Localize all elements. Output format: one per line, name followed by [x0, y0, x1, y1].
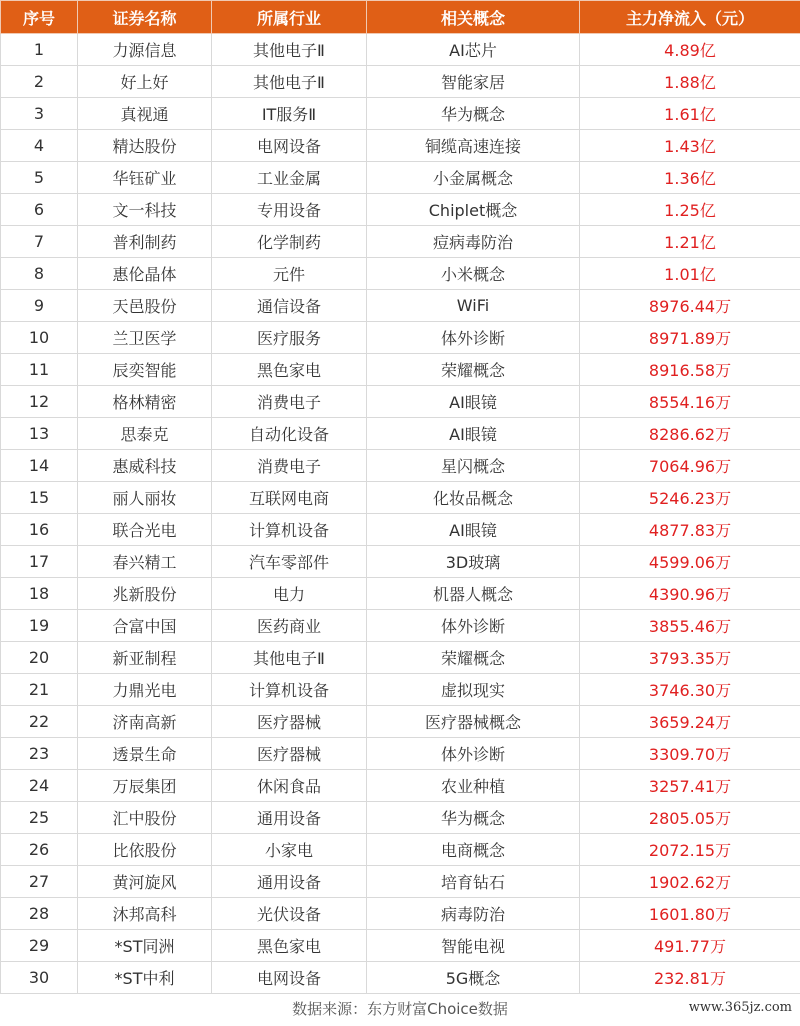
header-flow: 主力净流入（元） — [580, 1, 800, 34]
cell-rank: 24 — [1, 770, 78, 802]
cell-name: 兆新股份 — [78, 578, 212, 610]
cell-name: 天邑股份 — [78, 290, 212, 322]
cell-name: 精达股份 — [78, 130, 212, 162]
cell-flow: 8971.89万 — [580, 322, 800, 354]
cell-rank: 27 — [1, 866, 78, 898]
cell-concept: 电商概念 — [367, 834, 580, 866]
table-row — [1, 930, 800, 962]
cell-concept: 智能家居 — [367, 66, 580, 98]
cell-rank: 9 — [1, 290, 78, 322]
table-row — [1, 34, 800, 66]
cell-rank: 4 — [1, 130, 78, 162]
cell-name: 黄河旋风 — [78, 866, 212, 898]
cell-concept: 小米概念 — [367, 258, 580, 290]
table-row — [1, 194, 800, 226]
header-rank: 序号 — [1, 1, 78, 34]
cell-name: 沐邦高科 — [78, 898, 212, 930]
cell-concept: 荣耀概念 — [367, 642, 580, 674]
cell-name: 思泰克 — [78, 418, 212, 450]
cell-flow: 8554.16万 — [580, 386, 800, 418]
cell-flow: 1.61亿 — [580, 98, 800, 130]
cell-concept: 痘病毒防治 — [367, 226, 580, 258]
cell-industry: 电网设备 — [212, 130, 367, 162]
cell-name: 文一科技 — [78, 194, 212, 226]
cell-rank: 1 — [1, 34, 78, 66]
cell-name: 合富中国 — [78, 610, 212, 642]
cell-name: 辰奕智能 — [78, 354, 212, 386]
cell-flow: 3257.41万 — [580, 770, 800, 802]
cell-rank: 30 — [1, 962, 78, 994]
cell-name: 普利制药 — [78, 226, 212, 258]
cell-rank: 14 — [1, 450, 78, 482]
cell-name: 力源信息 — [78, 34, 212, 66]
cell-name: 惠伦晶体 — [78, 258, 212, 290]
cell-industry: 自动化设备 — [212, 418, 367, 450]
cell-flow: 4.89亿 — [580, 34, 800, 66]
cell-industry: 专用设备 — [212, 194, 367, 226]
cell-industry: 小家电 — [212, 834, 367, 866]
cell-concept: WiFi — [367, 290, 580, 322]
cell-rank: 12 — [1, 386, 78, 418]
cell-concept: 小金属概念 — [367, 162, 580, 194]
cell-concept: 铜缆高速连接 — [367, 130, 580, 162]
cell-concept: 体外诊断 — [367, 610, 580, 642]
cell-name: 华钰矿业 — [78, 162, 212, 194]
table-row — [1, 162, 800, 194]
cell-concept: 体外诊断 — [367, 738, 580, 770]
cell-concept: 虚拟现实 — [367, 674, 580, 706]
table-row — [1, 866, 800, 898]
table-row — [1, 898, 800, 930]
table-row — [1, 770, 800, 802]
cell-concept: 化妆品概念 — [367, 482, 580, 514]
cell-flow: 232.81万 — [580, 962, 800, 994]
table-row — [1, 226, 800, 258]
data-source-note: 数据来源：东方财富Choice数据 — [292, 1000, 508, 1018]
cell-rank: 10 — [1, 322, 78, 354]
cell-concept: Chiplet概念 — [367, 194, 580, 226]
cell-concept: 华为概念 — [367, 98, 580, 130]
cell-industry: 通信设备 — [212, 290, 367, 322]
cell-flow: 7064.96万 — [580, 450, 800, 482]
cell-rank: 23 — [1, 738, 78, 770]
table-row — [1, 258, 800, 290]
cell-flow: 1.01亿 — [580, 258, 800, 290]
cell-concept: 机器人概念 — [367, 578, 580, 610]
cell-industry: 光伏设备 — [212, 898, 367, 930]
cell-concept: 智能电视 — [367, 930, 580, 962]
cell-rank: 13 — [1, 418, 78, 450]
table-row — [1, 66, 800, 98]
table-row — [1, 706, 800, 738]
cell-industry: 通用设备 — [212, 802, 367, 834]
table-row — [1, 418, 800, 450]
cell-name: 比依股份 — [78, 834, 212, 866]
cell-name: 丽人丽妆 — [78, 482, 212, 514]
header-industry: 所属行业 — [212, 1, 367, 34]
cell-industry: 医疗器械 — [212, 706, 367, 738]
cell-rank: 29 — [1, 930, 78, 962]
cell-industry: 工业金属 — [212, 162, 367, 194]
table-row — [1, 386, 800, 418]
cell-concept: 荣耀概念 — [367, 354, 580, 386]
table-row — [1, 802, 800, 834]
table-row — [1, 98, 800, 130]
table-row — [1, 834, 800, 866]
cell-name: 济南高新 — [78, 706, 212, 738]
cell-concept: 5G概念 — [367, 962, 580, 994]
table-row — [1, 642, 800, 674]
cell-name: 力鼎光电 — [78, 674, 212, 706]
cell-rank: 21 — [1, 674, 78, 706]
cell-flow: 1.25亿 — [580, 194, 800, 226]
cell-flow: 491.77万 — [580, 930, 800, 962]
table-body — [1, 34, 800, 994]
cell-flow: 3746.30万 — [580, 674, 800, 706]
cell-concept: 星闪概念 — [367, 450, 580, 482]
cell-flow: 1.88亿 — [580, 66, 800, 98]
cell-flow: 3793.35万 — [580, 642, 800, 674]
cell-industry: 其他电子Ⅱ — [212, 66, 367, 98]
cell-concept: 3D玻璃 — [367, 546, 580, 578]
cell-industry: 黑色家电 — [212, 354, 367, 386]
table-row — [1, 322, 800, 354]
cell-rank: 26 — [1, 834, 78, 866]
cell-rank: 16 — [1, 514, 78, 546]
cell-concept: AI芯片 — [367, 34, 580, 66]
cell-industry: 其他电子Ⅱ — [212, 642, 367, 674]
cell-flow: 3855.46万 — [580, 610, 800, 642]
cell-name: 春兴精工 — [78, 546, 212, 578]
cell-name: 万辰集团 — [78, 770, 212, 802]
cell-flow: 1.21亿 — [580, 226, 800, 258]
cell-flow: 3309.70万 — [580, 738, 800, 770]
cell-concept: AI眼镜 — [367, 386, 580, 418]
cell-flow: 1902.62万 — [580, 866, 800, 898]
cell-industry: 医疗器械 — [212, 738, 367, 770]
cell-industry: 通用设备 — [212, 866, 367, 898]
cell-concept: AI眼镜 — [367, 418, 580, 450]
table-header-row — [1, 1, 800, 34]
table-row — [1, 738, 800, 770]
cell-flow: 1.36亿 — [580, 162, 800, 194]
cell-rank: 22 — [1, 706, 78, 738]
cell-industry: 计算机设备 — [212, 514, 367, 546]
cell-rank: 15 — [1, 482, 78, 514]
cell-name: 汇中股份 — [78, 802, 212, 834]
table-row — [1, 130, 800, 162]
cell-flow: 8286.62万 — [580, 418, 800, 450]
cell-name: 惠威科技 — [78, 450, 212, 482]
cell-name: 联合光电 — [78, 514, 212, 546]
cell-flow: 8976.44万 — [580, 290, 800, 322]
cell-name: 真视通 — [78, 98, 212, 130]
cell-rank: 8 — [1, 258, 78, 290]
cell-concept: 体外诊断 — [367, 322, 580, 354]
cell-rank: 19 — [1, 610, 78, 642]
cell-industry: 黑色家电 — [212, 930, 367, 962]
cell-rank: 2 — [1, 66, 78, 98]
table-row — [1, 354, 800, 386]
cell-industry: 元件 — [212, 258, 367, 290]
header-name: 证券名称 — [78, 1, 212, 34]
cell-concept: 病毒防治 — [367, 898, 580, 930]
cell-flow: 8916.58万 — [580, 354, 800, 386]
cell-industry: 医药商业 — [212, 610, 367, 642]
table-row — [1, 674, 800, 706]
table-row — [1, 546, 800, 578]
cell-industry: IT服务Ⅱ — [212, 98, 367, 130]
cell-flow: 5246.23万 — [580, 482, 800, 514]
cell-concept: 农业种植 — [367, 770, 580, 802]
table-row — [1, 610, 800, 642]
table-row — [1, 962, 800, 994]
cell-flow: 3659.24万 — [580, 706, 800, 738]
cell-rank: 28 — [1, 898, 78, 930]
cell-industry: 化学制药 — [212, 226, 367, 258]
cell-name: *ST同洲 — [78, 930, 212, 962]
cell-rank: 18 — [1, 578, 78, 610]
cell-concept: 医疗器械概念 — [367, 706, 580, 738]
cell-name: *ST中利 — [78, 962, 212, 994]
cell-name: 好上好 — [78, 66, 212, 98]
cell-name: 透景生命 — [78, 738, 212, 770]
table-row — [1, 450, 800, 482]
cell-industry: 其他电子Ⅱ — [212, 34, 367, 66]
cell-industry: 消费电子 — [212, 450, 367, 482]
table-row — [1, 482, 800, 514]
cell-industry: 计算机设备 — [212, 674, 367, 706]
cell-industry: 医疗服务 — [212, 322, 367, 354]
cell-industry: 互联网电商 — [212, 482, 367, 514]
cell-rank: 6 — [1, 194, 78, 226]
cell-industry: 电网设备 — [212, 962, 367, 994]
cell-rank: 17 — [1, 546, 78, 578]
cell-flow: 4599.06万 — [580, 546, 800, 578]
cell-concept: AI眼镜 — [367, 514, 580, 546]
cell-rank: 3 — [1, 98, 78, 130]
watermark: www.365jz.com — [688, 1000, 792, 1015]
cell-flow: 4877.83万 — [580, 514, 800, 546]
cell-name: 格林精密 — [78, 386, 212, 418]
cell-rank: 20 — [1, 642, 78, 674]
cell-flow: 2072.15万 — [580, 834, 800, 866]
cell-concept: 培育钻石 — [367, 866, 580, 898]
cell-rank: 25 — [1, 802, 78, 834]
cell-industry: 休闲食品 — [212, 770, 367, 802]
cell-flow: 4390.96万 — [580, 578, 800, 610]
table-row — [1, 290, 800, 322]
cell-flow: 2805.05万 — [580, 802, 800, 834]
cell-flow: 1601.80万 — [580, 898, 800, 930]
cell-flow: 1.43亿 — [580, 130, 800, 162]
cell-concept: 华为概念 — [367, 802, 580, 834]
cell-industry: 汽车零部件 — [212, 546, 367, 578]
cell-name: 兰卫医学 — [78, 322, 212, 354]
cell-rank: 11 — [1, 354, 78, 386]
cell-rank: 5 — [1, 162, 78, 194]
table-row — [1, 514, 800, 546]
table-row — [1, 578, 800, 610]
cell-name: 新亚制程 — [78, 642, 212, 674]
cell-industry: 消费电子 — [212, 386, 367, 418]
header-concept: 相关概念 — [367, 1, 580, 34]
cell-rank: 7 — [1, 226, 78, 258]
cell-industry: 电力 — [212, 578, 367, 610]
